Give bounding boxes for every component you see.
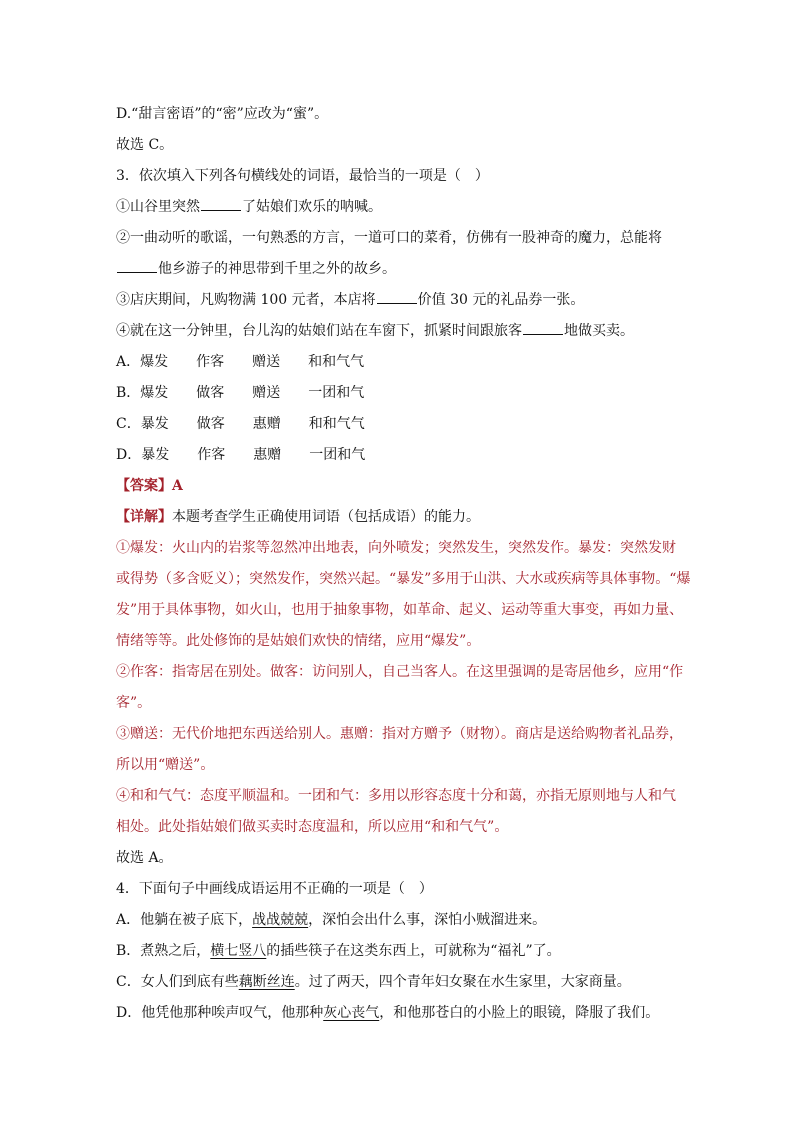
sentence-text: 了姑娘们欢乐的呐喊。 (242, 199, 382, 215)
option-word: 作客 (196, 354, 225, 370)
sentence-text: ④就在这一分钟里，台儿沟的姑娘们站在车窗下，抓紧时间跟旅客 (116, 323, 522, 339)
sentence-text: ③店庆期间，凡购物满 100 元者，本店将 (116, 292, 376, 308)
underlined-idiom: 横七竖八 (210, 943, 267, 959)
fill-blank (201, 198, 241, 211)
sentence-text: 地做买卖。 (564, 323, 634, 339)
explanation-line: ②作客：指寄居在别处。做客：访问别人，自己当客人。在这里强调的是寄居他乡，应用“作 (116, 664, 684, 680)
option-label: D． (116, 447, 142, 463)
option-word: 和和气气 (308, 416, 365, 432)
option-text: 的插些筷子在这类东西上，可就称为“福礼”了。 (266, 943, 561, 959)
answer-line: 【答案】A (116, 478, 183, 494)
option-text: B．煮熟之后， (116, 943, 211, 959)
option-word: 惠赠 (253, 447, 282, 463)
q4-option-b (116, 936, 688, 967)
q4-option-d (116, 998, 688, 1029)
detail-line (116, 502, 688, 533)
detail-label: 【详解】 (116, 509, 172, 525)
explanation-line: ①爆发：火山内的岩浆等忽然冲出地表，向外喷发；突然发生，突然发作。暴发：突然发财 (116, 540, 676, 556)
q4-option-c (116, 967, 688, 998)
option-word: 暴发 (141, 447, 170, 463)
sentence-text: 他乡游子的神思带到千里之外的故乡。 (158, 261, 396, 277)
option-word: 赠送 (252, 385, 281, 401)
explanation-line: 情绪等等。此处修饰的是姑娘们欢快的情绪，应用“爆发”。 (116, 633, 481, 649)
option-text: D．他凭他那种唉声叹气，他那种 (116, 1005, 324, 1021)
option-c (116, 409, 688, 440)
option-word: 做客 (196, 385, 225, 401)
option-word: 作客 (197, 447, 226, 463)
fill-blank (117, 260, 157, 273)
option-word: 爆发 (140, 385, 169, 401)
option-word: 和和气气 (308, 354, 365, 370)
option-a (116, 347, 688, 378)
option-word: 惠赠 (252, 416, 281, 432)
document-page (116, 99, 691, 1029)
option-b (116, 378, 688, 409)
text-line: 故选 A。 (116, 850, 173, 866)
explanation-line: 相处。此处指姑娘们做买卖时态度温和，所以应用“和和气气”。 (116, 819, 509, 835)
option-word: 暴发 (140, 416, 169, 432)
explanation-line: 客”。 (116, 695, 152, 711)
question-4-stem: 4．下面句子中画线成语运用不正确的一项是（ ） (116, 881, 433, 897)
sentence-2-cont (116, 254, 688, 285)
sentence-1 (116, 192, 688, 223)
explanation-line: 所以用“赠送”。 (116, 757, 215, 773)
option-label: B． (116, 385, 141, 401)
option-d (116, 440, 688, 471)
option-word: 一团和气 (309, 447, 366, 463)
question-3-stem: 3．依次填入下列各句横线处的词语，最恰当的一项是（ ） (116, 168, 489, 184)
option-text: A．他躺在被子底下， (116, 912, 253, 928)
fill-blank (377, 291, 417, 304)
option-word: 做客 (196, 416, 225, 432)
option-text: ，深怕会出什么事，深怕小贼溜进来。 (308, 912, 547, 928)
sentence-3 (116, 285, 688, 316)
option-word: 一团和气 (308, 385, 365, 401)
option-label: C． (116, 416, 141, 432)
underlined-idiom: 藕断丝连 (238, 974, 295, 990)
explanation-line: ④和和气气：态度平顺温和。一团和气：多用以形容态度十分和蔼，亦指无原则地与人和气 (116, 788, 676, 804)
q4-option-a (116, 905, 688, 936)
option-text: 。过了两天，四个青年妇女聚在水生家里，大家商量。 (294, 974, 631, 990)
option-text: C．女人们到底有些 (116, 974, 239, 990)
option-word: 赠送 (252, 354, 281, 370)
explanation-line: 发”用于具体事物，如火山，也用于抽象事物，如革命、起义、运动等重大事变，再如力量、 (116, 602, 684, 618)
underlined-idiom: 战战兢兢 (252, 912, 309, 928)
underlined-idiom: 灰心丧气 (323, 1005, 380, 1021)
option-word: 爆发 (140, 354, 169, 370)
option-label: A． (116, 354, 141, 370)
sentence-text: ①山谷里突然 (116, 199, 200, 215)
sentence-2: ②一曲动听的歌谣，一句熟悉的方言，一道可口的菜肴，仿佛有一股神奇的魔力，总能将 (116, 230, 662, 246)
text-line: D.“甜言密语”的“密”应改为“蜜”。 (116, 106, 329, 122)
option-text: ，和他那苍白的小脸上的眼镜，降服了我们。 (379, 1005, 660, 1021)
explanation-line: 或得势（多含贬义）；突然发作，突然兴起。“暴发”多用于山洪、大水或疾病等具体事物。“爆 (116, 571, 691, 587)
explanation-line: ③赠送：无代价地把东西送给别人。惠赠：指对方赠予（财物）。商店是送给购物者礼品券， (116, 726, 683, 742)
fill-blank (523, 322, 563, 335)
sentence-4 (116, 316, 688, 347)
detail-text: 本题考查学生正确使用词语（包括成语）的能力。 (172, 509, 480, 525)
text-line: 故选 C。 (116, 137, 174, 153)
sentence-text: 价值 30 元的礼品券一张。 (417, 292, 585, 308)
